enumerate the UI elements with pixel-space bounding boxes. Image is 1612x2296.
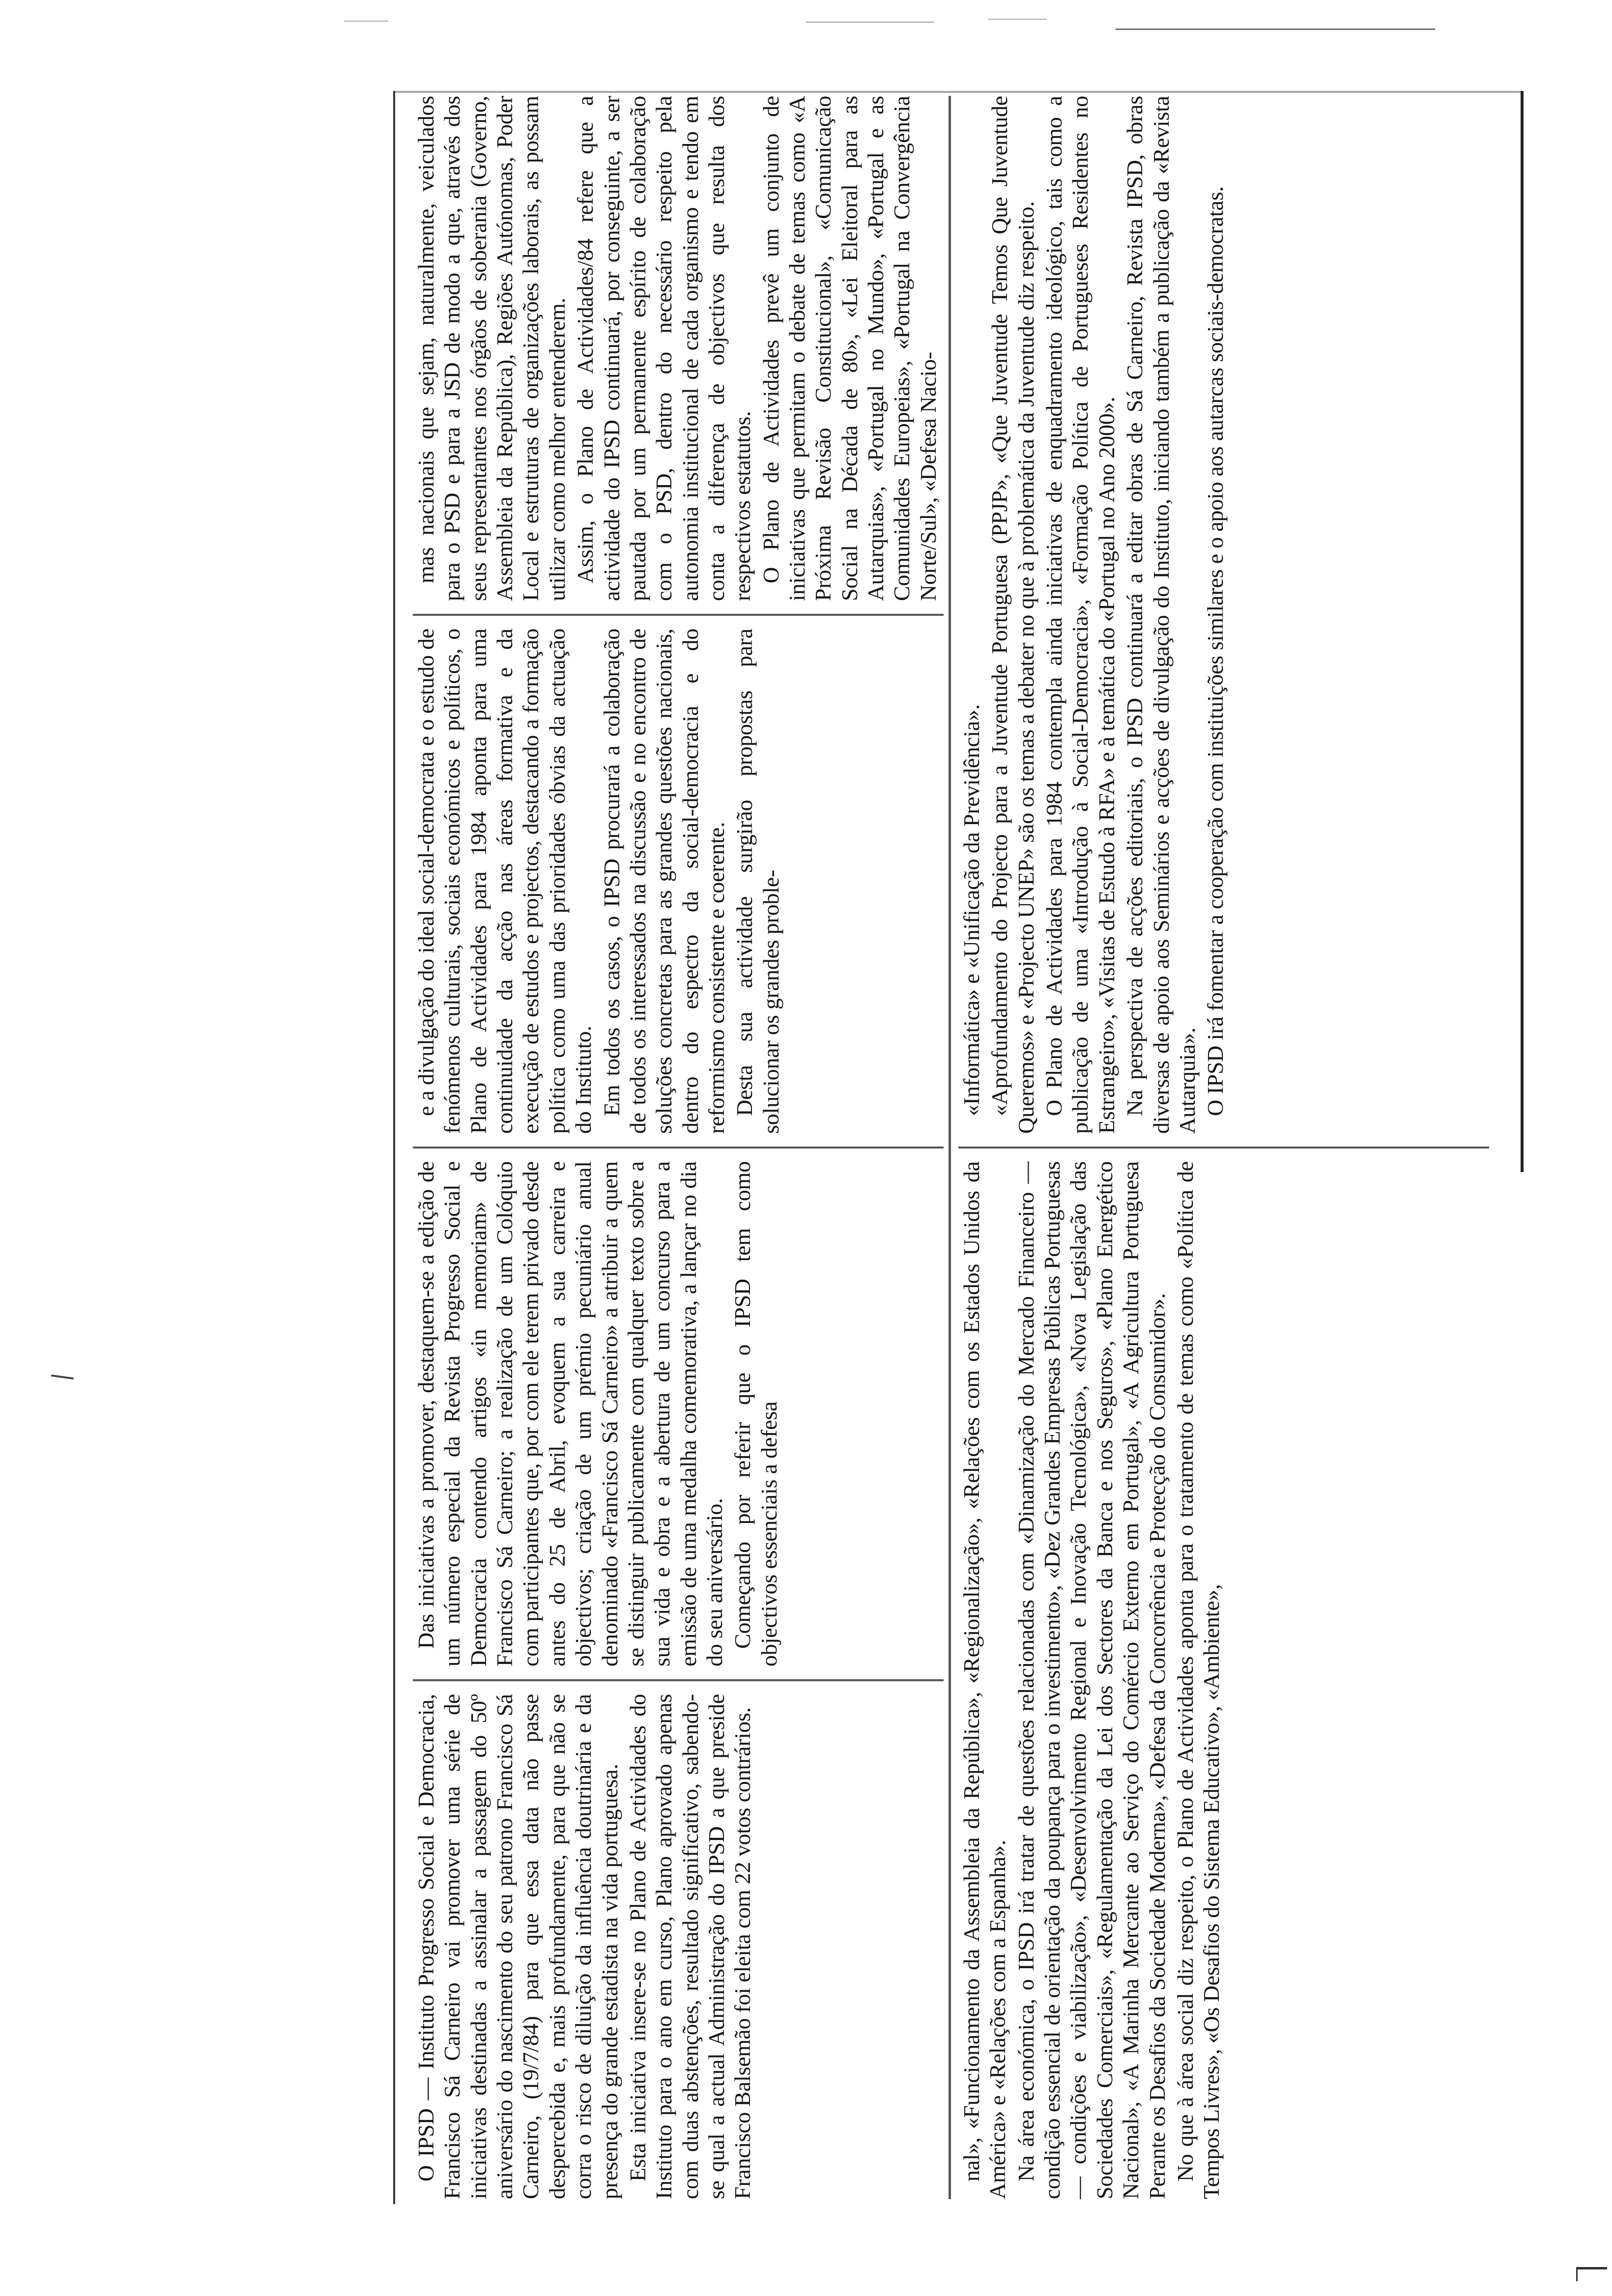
newspaper-clipping [393, 91, 1524, 2204]
article-column [958, 96, 1489, 1134]
paragraph: mas nacionais que sejam, naturalmente, veiculados para o PSD e para a JSD de modo a que, através dos seus representantes nos órgãos de soberania (Governo, Assembleia da República), Regiões Autónomas, Poder Local e estruturas de organizações laborais, as possam utilizar como melhor entenderem. [413, 96, 570, 601]
article-column [413, 1694, 944, 2199]
paragraph: Em todos os casos, o IPSD procurará a colaboração de todos os interessados na discussão e no encontro de soluções concretas para as grandes questões nacionais, dentro do espectro da social-democracia e do reformismo consistente e coerente. [599, 629, 729, 1134]
scan-edge-dash [806, 22, 934, 23]
paragraph: «Aprofundamento do Projecto para a Juventude Portuguesa (PPJP», «Que Juventude Temos Que Juventude Queremos» e «Projecto UNEP» são os temas a debater no que à problemática da Juventude diz respeito. [987, 96, 1038, 1134]
paragraph: O IPSD irá fomentar a cooperação com instituições similares e o apoio aos autarcas sociais-democratas. [1203, 186, 1228, 1116]
article-column [413, 96, 944, 601]
paragraph: Esta iniciativa insere-se no Plano de Actividades do Instituto para o ano em curso, Plano aprovado apenas com duas abstenções, resultado significativo, sabendo-se qual a actual Administração do IPSD a que preside Francisco Balsemão foi eleita com 22 votos contrários. [625, 1694, 755, 2199]
paragraph: O IPSD — Instituto Progresso Social e Democracia, Francisco Sá Carneiro vai promover uma série de iniciativas destinadas a assinalar a passagem do 50º aniversário do nascimento do seu patrono Francisco Sá Carneiro, (19/7/84) para que essa data não passe despercebida e, mais profundamente, para que não se corra o risco de diluição da influência doutrinária e da presença do grande estadista na vida portuguesa. [413, 1694, 622, 2199]
paragraph: Começando por referir que o IPSD tem como objectivos essenciais a defesa [730, 1161, 781, 1666]
scan-edge-dash [988, 19, 1047, 20]
paragraph: O Plano de Actividades para 1984 contempla ainda iniciativas de enquadramento ideológico, tais como a publicação de uma «Introdução à Social-Democracia», «Formação Política de Portugueses Residentes no Estrangeiro», «Visitas de Estudo à RFA» e à temática do «Portugal no Ano 2000». [1041, 96, 1119, 1134]
paragraph: Na área económica, o IPSD irá tratar de questões relacionadas com «Dinamização do Mercado Financeiro — condição essencial de orientação da poupança para o investimento», «Dez Grandes Empresas Públicas Portuguesas — condições e viabilização», «Desenvolvimento Regional e Inovação Tecnológica», «Nova Legislação das Sociedades Comerciais», «Regulamentação da Lei dos Sectores da Banca e nos Seguros», «Plano Energético Nacional», «A Marinha Mercante ao Serviço do Comércio Externo em Portugal», «A Agricultura Portuguesa Perante os Desafios da Sociedade Moderna», «Defesa da Concorrência e Protecção do Consumidor». [1013, 1161, 1170, 2199]
paragraph: nal», «Funcionamento da Assembleia da República», «Regionalização», «Relações com os Estados Unidos da América» e «Relações com a Espanha». [959, 1161, 1010, 2199]
row-divider [949, 96, 951, 2199]
column-rule [413, 614, 944, 616]
paragraph: «Informática» e «Unificação da Previdência». [959, 704, 984, 1116]
clipping-edge [1521, 91, 1524, 1172]
paragraph: O Plano de Actividades prevê um conjunto de iniciativas que permitam o debate de temas como «A Próxima Revisão Constitucional», «Comunicação Social na Década de 80», «Lei Eleitoral para as Autarquias», «Portugal no Mundo», «Portugal e as Comunidades Europeias», «Portugal na Convergência Norte/Sul», «Defesa Nacio- [758, 96, 941, 601]
article-row-top [413, 96, 944, 2199]
paragraph: Assim, o Plano de Actividades/84 refere que a actividade do IPSD continuará, por conseguinte, a ser pautada por um permanente espírito de colaboração com o PSD, dentro do necessário respeito pela autonomia institucional de cada organismo e tendo em conta a diferença de objectivos que resulta dos respectivos estatutos. [573, 96, 755, 601]
paragraph: Na perspectiva de acções editoriais, o IPSD continuará a editar obras de Sá Carneiro, Revista IPSD, obras diversas de apoio aos Seminários e acções de divulgação do Instituto, iniciando também a publicação da «Revista Autarquia». [1122, 96, 1200, 1134]
article-body [413, 96, 1494, 2199]
paragraph: Das iniciativas a promover, destaquem-se a edição de um número especial da Revista Progresso Social e Democracia contendo artigos «in memoriam» de Francisco Sá Carneiro; a realização de um Colóquio com participantes que, por com ele terem privado desde antes do 25 de Abril, evoquem a sua carreira e objectivos; criação de um prémio pecuniário anual denominado «Francisco Sá Carneiro» a atribuir a quem se distinguir publicamente com qualquer texto sobre a sua vida e obra e a abertura de um concurso para a emissão de uma medalha comemorativa, a lançar no dia do seu aniversário. [413, 1161, 727, 1666]
article-column [413, 629, 944, 1134]
paragraph: e a divulgação do ideal social-democrata e o estudo de fenómenos culturais, sociais económicos e políticos, o Plano de Actividades para 1984 aponta para uma continuidade da acção nas áreas formativa e da execução de estudos e projectos, destacando a formação política como uma das prioridades óbvias da actuação do Instituto. [413, 629, 596, 1134]
column-rule [413, 1147, 944, 1148]
scan-mark [51, 1375, 74, 1379]
clipping-edge [393, 91, 395, 2204]
column-rule [413, 1679, 944, 1681]
scan-edge-dash [344, 21, 388, 22]
article-row-bottom [958, 96, 1489, 2199]
article-column [958, 1161, 1489, 2199]
scan-edge-line [1116, 29, 1435, 30]
column-rule [958, 1147, 1489, 1148]
clipping-edge [393, 91, 1524, 93]
paragraph: No que à área social diz respeito, o Plano de Actividades aponta para o tratamento de temas como «Política de Tempos Livres», «Os Desafios do Sistema Educativo», «Ambiente», [1172, 1161, 1224, 2199]
paragraph: Desta sua actividade surgirão propostas para solucionar os grandes proble- [732, 629, 783, 1134]
scan-corner-mark [1576, 2267, 1607, 2281]
article-column [413, 1161, 944, 1666]
